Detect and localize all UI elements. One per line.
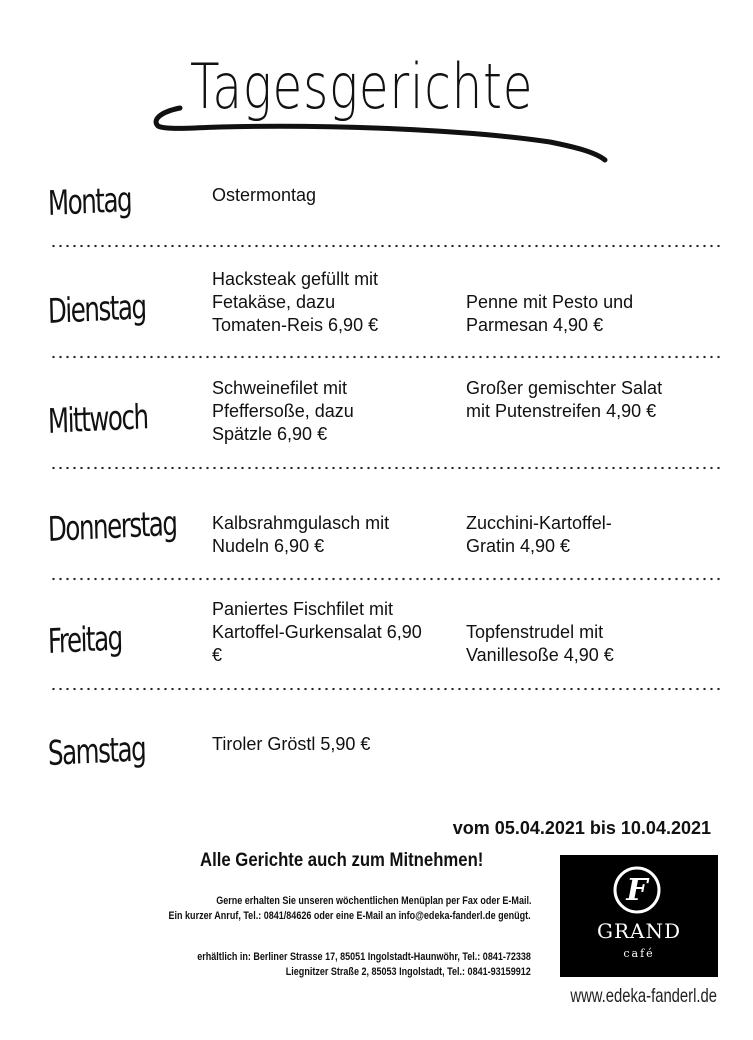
day-monday: Montag <box>47 179 132 224</box>
info-line-1: Gerne erhalten Sie unseren wöchentlichen Menüplan per Fax oder E-Mail. <box>215 895 531 907</box>
title-block <box>150 40 620 170</box>
divider <box>50 466 720 470</box>
dish-friday-1: Paniertes Fischfilet mit Kartoffel-Gurkensalat 6,90 € <box>212 599 422 665</box>
dish-monday-1: Ostermontag <box>212 185 317 205</box>
dish-tuesday-1: Hacksteak gefüllt mit Fetakäse, dazu Tomaten-Reis 6,90 € <box>212 269 379 335</box>
page-title: Tagesgerichte <box>190 50 534 123</box>
validity-period: vom 05.04.2021 bis 10.04.2021 <box>452 818 711 838</box>
grand-cafe-logo <box>560 855 718 977</box>
dish-wednesday-1: Schweinefilet mit Pfeffersoße, dazu Spätzle 6,90 € <box>212 378 354 444</box>
logo-sub: café <box>623 947 655 960</box>
website-link[interactable]: www.edeka-fanderl.de <box>570 986 717 1007</box>
address-line-1: erhältlich in: Berliner Strasse 17, 85051 Ingolstadt-Haunwöhr, Tel.: 0841-72338 <box>197 951 531 963</box>
address-line-2: Liegnitzer Straße 2, 85053 Ingolstadt, Tel.: 0841-93159912 <box>286 966 531 978</box>
dish-thursday-2: Zucchini-Kartoffel-Gratin 4,90 € <box>466 513 612 556</box>
day-thursday: Donnerstag <box>47 503 177 550</box>
dish-wednesday-2: Großer gemischter Salat mit Putenstreifen 4,90 € <box>466 378 663 421</box>
info-line-2: Ein kurzer Anruf, Tel.: 0841/84626 oder eine E-Mail an info@edeka-fanderl.de genügt. <box>168 910 531 922</box>
day-tuesday: Dienstag <box>47 287 147 332</box>
divider <box>50 687 720 691</box>
logo-name: GRAND <box>596 919 681 943</box>
dish-friday-2: Topfenstrudel mit Vanillesoße 4,90 € <box>466 622 614 665</box>
logo-letter: F <box>626 873 648 908</box>
dish-thursday-1: Kalbsrahmgulasch mit Nudeln 6,90 € <box>212 513 390 556</box>
dish-saturday-1: Tiroler Gröstl 5,90 € <box>212 734 371 754</box>
divider <box>50 244 720 248</box>
day-saturday: Samstag <box>47 729 146 774</box>
f-emblem-icon <box>612 865 662 915</box>
day-wednesday: Mittwoch <box>47 397 149 442</box>
divider <box>50 577 720 581</box>
takeaway-note: Alle Gerichte auch zum Mitnehmen! <box>200 850 484 871</box>
dish-tuesday-2: Penne mit Pesto und Parmesan 4,90 € <box>466 292 634 335</box>
divider <box>50 355 720 359</box>
day-friday: Freitag <box>47 618 123 662</box>
